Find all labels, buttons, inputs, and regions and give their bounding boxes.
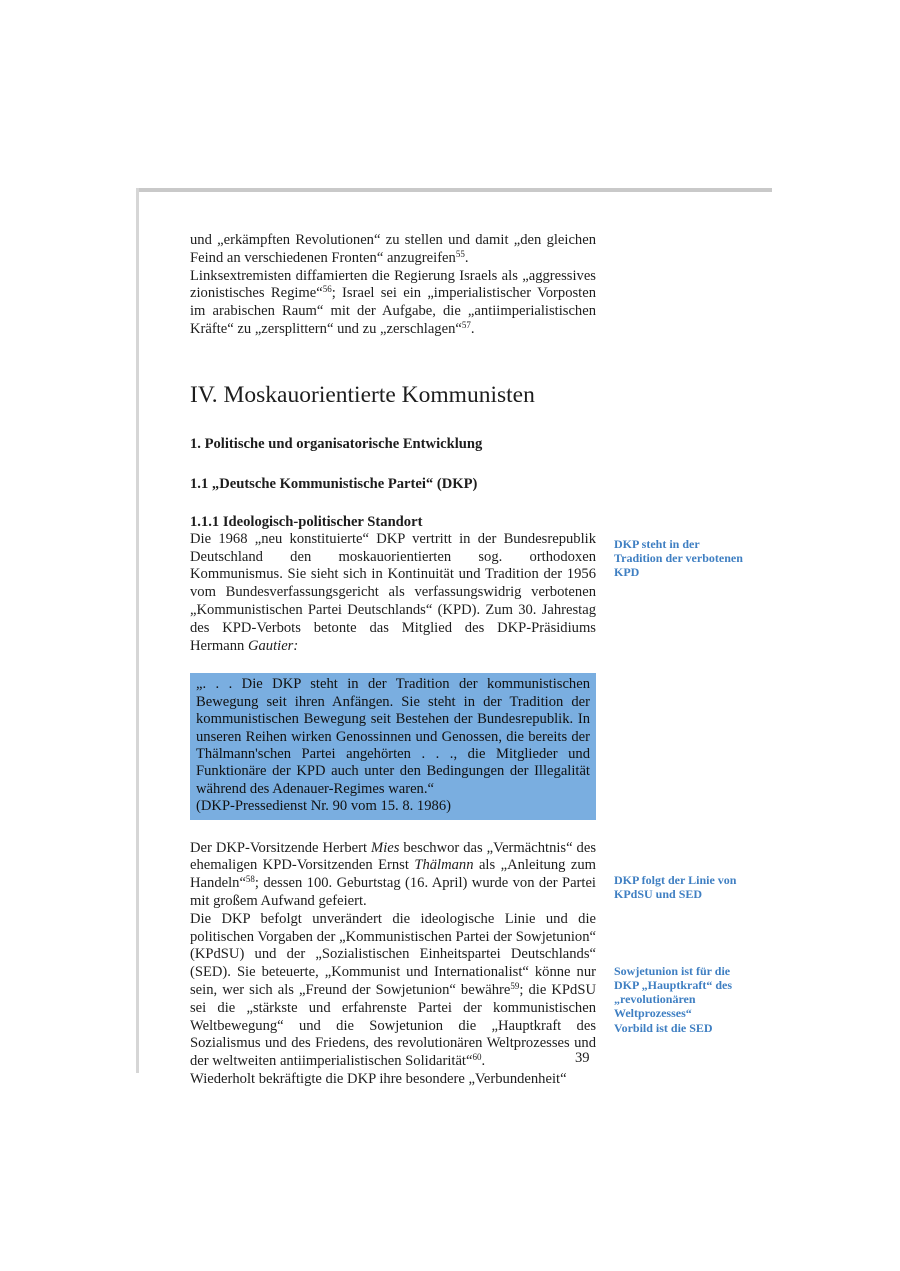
footnote-55: 55 <box>455 248 465 259</box>
person-name-gautier: Gautier: <box>247 637 299 654</box>
section-1-title: 1. Politische und organisatorische Entwicklung <box>190 435 483 452</box>
intro-p2-end: . <box>470 320 475 337</box>
footnote-59: 59 <box>510 980 520 991</box>
body-paragraph-verbundenheit: Wiederholt bekräftigte die DKP ihre besondere „Verbundenheit“ <box>190 1070 567 1087</box>
intro-paragraph-2 <box>190 268 596 339</box>
footnote-57: 57 <box>461 319 471 330</box>
mies-text-d: ; dessen 100. Geburtstag (16. April) wurde von der Partei mit großem Aufwand gefeiert. <box>190 875 596 909</box>
intro-p1-end: . <box>464 249 469 266</box>
standort-text: Die 1968 „neu konstituierte“ DKP vertritt in der Bundesrepublik Deutschland den moskauorientierten sog. orthodoxen Kommunismus. Sie sieht sich in Kontinuität und Tradition der 1956 vom Bundesverfassungsgericht als verfassungswidrig verbotenen „Kommunistischen Partei Deutschlands“ (KPD). Zum 30. Jahrestag des KPD-Verbots betonte das Mitglied des DKP-Präsidiums Hermann <box>190 530 596 654</box>
page-number: 39 <box>575 1050 590 1066</box>
page-left-edge <box>136 188 139 1073</box>
margin-note-hauptkraft: Sowjetunion ist für die DKP „Hauptkraft“ des „revolutionären Weltprozesses“ <box>614 964 733 1020</box>
kpdsu-text-end: . <box>481 1053 486 1070</box>
margin-note-vorbild-sed: Vorbild ist die SED <box>614 1021 713 1035</box>
standort-paragraph <box>190 531 596 656</box>
footnote-60: 60 <box>472 1052 482 1063</box>
margin-note-kpd-tradition: DKP steht in der Tradition der verbotenen KPD <box>614 537 743 579</box>
mies-text-a: Der DKP-Vorsitzende Herbert <box>190 839 372 856</box>
body-paragraph-kpdsu <box>190 911 596 1071</box>
section-1-1-title: 1.1 „Deutsche Kommunistische Partei“ (DKP) <box>190 475 478 492</box>
page-body <box>190 232 596 1089</box>
margin-note-kpdsu-sed: DKP folgt der Linie von KPdSU und SED <box>614 873 737 901</box>
section-1-1-1-title: 1.1.1 Ideologisch-politischer Standort <box>190 513 423 530</box>
intro-paragraph-1 <box>190 232 596 268</box>
person-name-mies: Mies <box>371 839 400 856</box>
chapter-title: IV. Moskauorientierte Kommunisten <box>190 381 535 408</box>
mies-text-b: beschwor das „Vermächtnis“ des ehemaligen KPD-Vorsitzenden Ernst <box>190 839 597 874</box>
footnote-58: 58 <box>245 874 255 885</box>
mies-text-c: als „Anleitung zum Handeln“ <box>190 857 596 892</box>
page-top-edge <box>136 188 772 192</box>
kpdsu-text-b: ; die KPdSU sei die „stärkste und erfahrenste Partei der kommunistischen Weltbewegung“ und die Sowjetunion die „Hauptkraft des Sozialismus und des Friedens, des revolutionären Weltprozesses und der weltweiten antiimperialistischen Solidarität“ <box>190 981 597 1070</box>
body-paragraph-mies <box>190 840 596 911</box>
kpdsu-text-a: Die DKP befolgt unverändert die ideologische Linie und die politischen Vorgaben der „Kommunistischen Partei der Sowjetunion“ (KPdSU) und der „Sozialistischen Einheitspartei Deutschlands“ (SED). Sie beteuerte, „Kommunist und Internationalist“ könne nur sein, wer sich als „Freund der Sowjetunion“ bewähre <box>190 910 596 998</box>
highlighted-quote <box>190 673 596 819</box>
footnote-56: 56 <box>322 284 332 295</box>
intro-p2-text-b: ; Israel sei ein „imperialistischer Vorposten im arabischen Raum“ mit der Aufgabe, die „antiimperialistischen Kräfte“ zu „zersplittern“ und zu „zerschlagen“ <box>190 285 596 337</box>
quote-source: (DKP-Pressedienst Nr. 90 vom 15. 8. 1986) <box>196 798 451 815</box>
person-name-thaelmann: Thälmann <box>414 857 474 874</box>
quote-text: „. . . Die DKP steht in der Tradition der kommunistischen Bewegung seit ihren Anfängen. Sie steht in der Tradition der kommunistischen Bewegung seit Bestehen der Bundesrepublik. In unseren Reihen wirken Genossinnen und Genossen, die bereits der Thälmann'schen Partei angehörten . . ., die Mitglieder und Funktionäre der KPD auch unter den Bedingungen der Illegalität während des Adenauer-Regimes waren.“ <box>196 676 590 797</box>
intro-p2-text-a: Linksextremisten diffamierten die Regierung Israels als „aggressives zionistisches Regime“ <box>190 267 596 302</box>
intro-p1-text: und „erkämpften Revolutionen“ zu stellen und damit „den gleichen Feind an verschiedenen Fronten“ anzugreifen <box>190 232 596 266</box>
